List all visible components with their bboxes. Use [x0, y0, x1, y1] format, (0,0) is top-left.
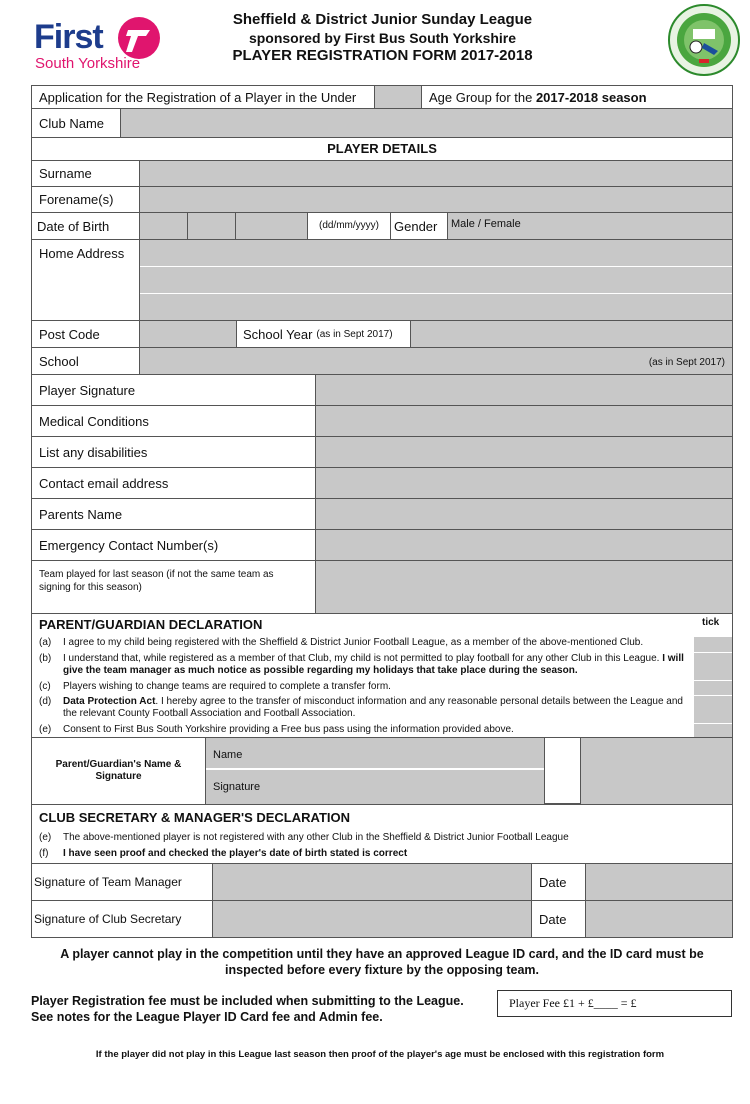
item-c-letter: (c): [39, 681, 51, 692]
dob-month-input[interactable]: [188, 213, 236, 240]
dob-label: Date of Birth: [32, 213, 140, 240]
secretary-date-label: Date: [531, 901, 586, 938]
declaration-item-c: [39, 681, 689, 693]
guardian-label-text: Parent/Guardian's Name & Signature: [55, 759, 182, 782]
age-group-label: [422, 86, 732, 108]
dob-year-input[interactable]: [236, 213, 308, 240]
home-address-text: Home Address: [39, 246, 125, 261]
header-titles: [180, 11, 585, 65]
first-logo: [34, 16, 162, 74]
guardian-name-input[interactable]: [206, 738, 544, 770]
item-c-text: Players wishing to change teams are required to complete a transfer form.: [63, 681, 391, 692]
club-item-e-text: The above-mentioned player is not registered with any other Club in the Sheffield & District Junior Football League: [63, 832, 569, 843]
tick-column-label: tick: [702, 617, 720, 628]
player-signature-label: Player Signature: [32, 375, 316, 406]
parent-declaration-heading: PARENT/GUARDIAN DECLARATION: [39, 617, 263, 632]
club-name-input[interactable]: [121, 108, 732, 137]
club-section-top: [32, 804, 732, 805]
first-logo-mark: [116, 16, 162, 60]
league-badge-icon: [668, 3, 740, 77]
sponsor-title: sponsored by First Bus South Yorkshire: [248, 30, 517, 46]
tick-box-e[interactable]: [694, 723, 732, 737]
item-b-letter: (b): [39, 653, 52, 664]
application-label: Application for the Registration of a Player in the Under: [39, 89, 357, 105]
guardian-signature-label: Signature: [213, 781, 261, 793]
surname-label: Surname: [32, 161, 140, 187]
age-group-season: 2017-2018 season: [535, 89, 647, 105]
team-last-season-input[interactable]: [316, 561, 732, 614]
item-d-body: [63, 696, 689, 720]
club-declaration-heading: CLUB SECRETARY & MANAGER'S DECLARATION: [39, 810, 351, 825]
manager-sig-label: Signature of Team Manager: [32, 863, 213, 901]
team-last-season-label: [32, 561, 316, 614]
tick-box-b[interactable]: [694, 652, 732, 680]
item-b-body: [63, 653, 689, 677]
player-signature-input[interactable]: [316, 375, 732, 406]
club-item-f-text: I have seen proof and checked the player's date of birth stated is correct: [63, 848, 408, 859]
player-fee-box[interactable]: [497, 990, 732, 1017]
forenames-input[interactable]: [140, 187, 732, 213]
first-logo-region: South Yorkshire: [35, 55, 141, 72]
age-group-prefix: Age Group for the: [429, 89, 536, 105]
manager-date-input[interactable]: [586, 863, 732, 901]
post-code-label: Post Code: [32, 321, 140, 348]
player-details-heading: PLAYER DETAILS: [32, 137, 732, 161]
address-line-3-input[interactable]: [140, 294, 732, 321]
item-a-text: I agree to my child being registered with the Sheffield & District Junior Football League, as a member of the above-mentioned Club.: [63, 637, 644, 648]
address-line-2-input[interactable]: [140, 267, 732, 294]
item-e-text: Consent to First Bus South Yorkshire providing a Free bus pass using the information provided above.: [63, 724, 514, 735]
first-logo-text: First: [34, 18, 103, 56]
club-item-e: [39, 832, 719, 843]
secretary-sig-label: Signature of Club Secretary: [32, 901, 213, 938]
address-line-1-input[interactable]: [140, 240, 732, 267]
school-year-text: School Year: [243, 326, 313, 342]
medical-input[interactable]: [316, 406, 732, 437]
disabilities-input[interactable]: [316, 437, 732, 468]
guardian-date-input[interactable]: [581, 738, 732, 804]
club-item-e-letter: (e): [39, 832, 52, 843]
player-fee-text: Player Fee £1 + £____ = £: [509, 996, 637, 1010]
email-label: Contact email address: [32, 468, 316, 499]
guardian-blank-cell: [544, 738, 581, 804]
secretary-sig-input[interactable]: [213, 901, 531, 938]
item-d-letter: (d): [39, 696, 52, 707]
fee-notice-line1: Player Registration fee must be included when submitting to the League.: [31, 994, 464, 1008]
tick-box-c[interactable]: [694, 680, 732, 695]
team-last-season-text: Team played for last season (if not the same team as signing for this season): [39, 569, 274, 593]
manager-date-label: Date: [531, 863, 586, 901]
item-a-letter: (a): [39, 637, 52, 648]
gender-label: Gender: [391, 213, 448, 240]
parents-name-label: Parents Name: [32, 499, 316, 530]
club-item-f: [39, 848, 719, 859]
dob-format-hint: (dd/mm/yyyy): [308, 213, 391, 240]
parents-name-input[interactable]: [316, 499, 732, 530]
forenames-label: Forename(s): [32, 187, 140, 213]
item-d-bold: Data Protection Act: [63, 696, 156, 707]
school-note: (as in Sept 2017): [648, 357, 725, 368]
id-card-notice: A player cannot play in the competition until they have an approved League ID card, and the ID card must be inspected before every fixture by the opposing team.: [60, 947, 704, 977]
emergency-input[interactable]: [316, 530, 732, 561]
dob-day-input[interactable]: [140, 213, 188, 240]
league-title: Sheffield & District Junior Sunday League: [232, 11, 533, 28]
manager-sig-input[interactable]: [213, 863, 531, 901]
declaration-item-b: [39, 653, 689, 677]
disabilities-label: List any disabilities: [32, 437, 316, 468]
guardian-label: [32, 738, 206, 804]
item-b-text: I understand that, while registered as a member of that Club, my child is not permitted to play football for any other Club in this League.: [63, 653, 660, 664]
home-address-label: [32, 240, 140, 321]
declaration-item-a: [39, 637, 689, 649]
surname-input[interactable]: [140, 161, 732, 187]
item-e-letter: (e): [39, 724, 52, 735]
secretary-date-input[interactable]: [586, 901, 732, 938]
tick-box-d[interactable]: [694, 695, 732, 723]
email-input[interactable]: [316, 468, 732, 499]
club-item-f-letter: (f): [39, 848, 49, 859]
school-year-label: [237, 321, 411, 348]
medical-label: Medical Conditions: [32, 406, 316, 437]
tick-box-a[interactable]: [694, 636, 732, 652]
guardian-signature-input[interactable]: [206, 770, 544, 804]
emergency-label: Emergency Contact Number(s): [32, 530, 316, 561]
school-label: School: [32, 348, 140, 375]
fee-notice-line2: See notes for the League Player ID Card fee and Admin fee.: [31, 1010, 383, 1024]
school-input[interactable]: [140, 348, 732, 375]
club-name-label: Club Name: [32, 108, 121, 137]
item-d-text: . I hereby agree to the transfer of misconduct information and any reasonable personal details between the League and the relevant County Football Association and Football Association.: [63, 696, 683, 719]
declaration-item-e: [39, 724, 689, 736]
form-title: PLAYER REGISTRATION FORM 2017-2018: [232, 47, 533, 64]
declaration-item-d: [39, 696, 689, 720]
item-b-bold: I will give the team manager as much notice as possible regarding my holidays that take place during the season.: [63, 653, 684, 676]
fee-notice: [31, 993, 501, 1025]
gender-options: Male / Female: [451, 218, 521, 230]
age-group-input[interactable]: [374, 86, 422, 108]
proof-of-age-notice: If the player did not play in this League last season then proof of the player's age must be enclosed with this registration form: [95, 1049, 665, 1060]
school-year-note: (as in Sept 2017): [316, 328, 393, 340]
gender-input[interactable]: [448, 213, 732, 240]
guardian-name-label: Name: [213, 749, 243, 761]
post-code-input[interactable]: [140, 321, 237, 348]
school-year-input[interactable]: [411, 321, 732, 348]
